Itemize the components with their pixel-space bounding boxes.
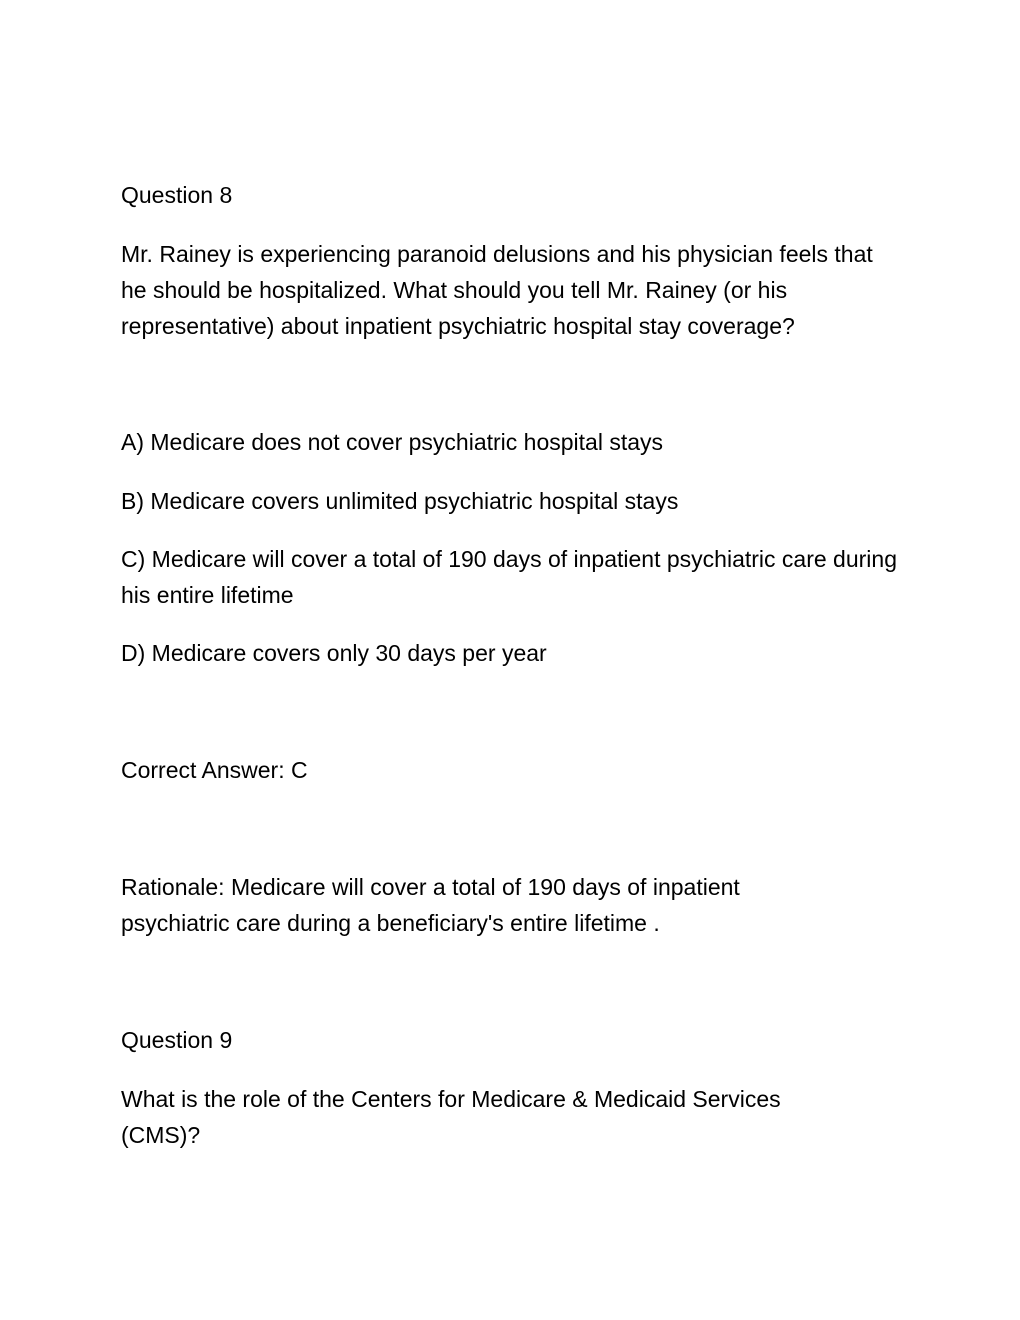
- question-8-option-b: B) Medicare covers unlimited psychiatric hospital stays: [121, 488, 679, 514]
- question-9-stem: What is the role of the Centers for Medicare & Medicaid Services (CMS)?: [121, 1086, 781, 1148]
- question-8-rationale: Rationale: Medicare will cover a total of 190 days of inpatient psychiatric care during a beneficiary's entire lifetime .: [121, 874, 740, 936]
- question-8-stem: Mr. Rainey is experiencing paranoid delusions and his physician feels that he should be hospitalized. What should you tell Mr. Rainey (or his representative) about inpatient psychiatric hospital stay coverage?: [121, 241, 873, 339]
- question-8-option-c: C) Medicare will cover a total of 190 days of inpatient psychiatric care during his entire lifetime: [121, 546, 897, 608]
- question-8-correct-answer: Correct Answer: C: [121, 757, 308, 783]
- question-9-heading: Question 9: [121, 1027, 233, 1053]
- question-8-heading: Question 8: [121, 182, 233, 208]
- question-8-option-d: D) Medicare covers only 30 days per year: [121, 640, 547, 666]
- question-8-option-a: A) Medicare does not cover psychiatric hospital stays: [121, 429, 664, 455]
